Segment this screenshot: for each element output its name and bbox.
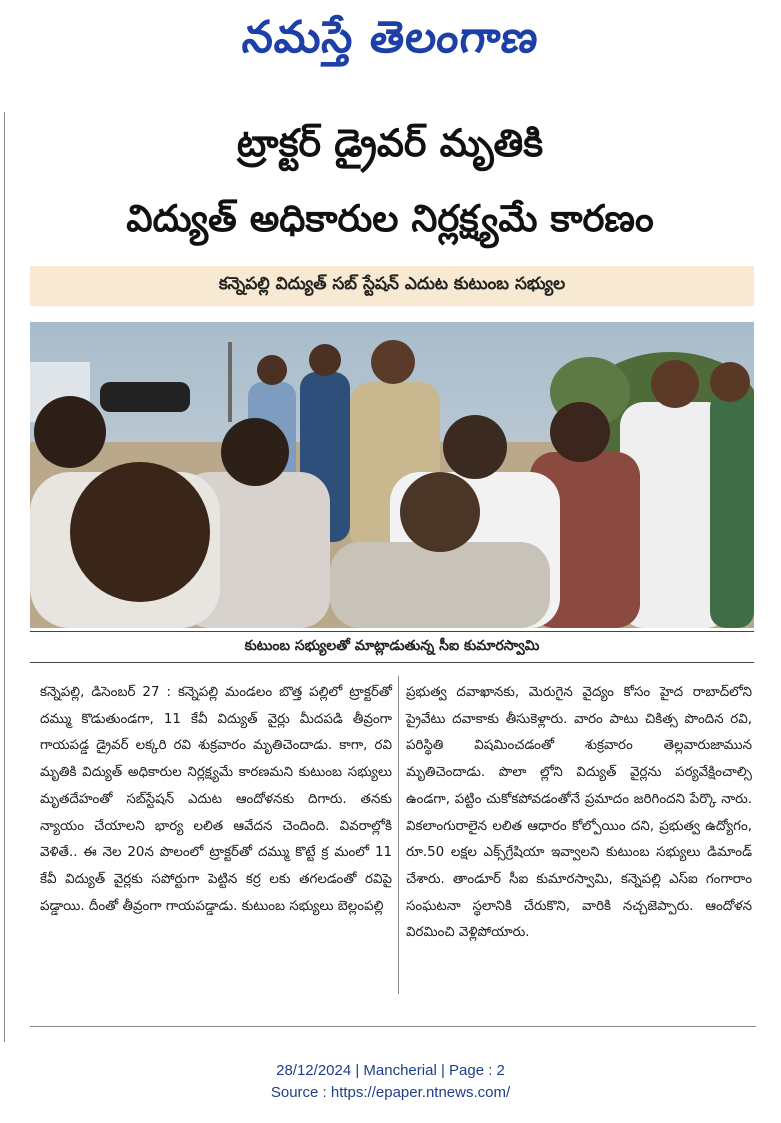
subheadline: కన్నెపల్లి విద్యుత్ సబ్ స్టేషన్ ఎదుట కుటుంబ సభ్యుల (30, 266, 754, 306)
masthead (0, 8, 781, 78)
newspaper-title: నమస్తే తెలంగాణ (240, 12, 542, 63)
news-photo (30, 322, 754, 628)
left-margin-rule (4, 112, 5, 1042)
article-column-2 (406, 680, 752, 947)
footer-date-edition: 28/12/2024 | Mancherial | Page : 2 (276, 1062, 505, 1079)
headline-line-1: ట్రాక్టర్ డ్రైవర్ మృతికి (236, 121, 544, 165)
column-divider (398, 676, 399, 994)
article-column-1 (40, 680, 392, 920)
bottom-rule (30, 1026, 756, 1027)
article-column-1-text: కన్నెపల్లి, డిసెంబర్ 27 : కన్నెపల్లి మండలం బొత్త పల్లిలో ట్రాక్టర్‌తో దమ్ము కొడుతుండగా, 11 కేవీ విద్యుత్ వైర్లు మీదపడి తీవ్రంగా గాయపడ్డ డ్రైవర్ లక్కరి రవి శుక్రవారం మృతిచెందాడు. కాగా, రవి మృతికి విద్యుత్ అధికారుల నిర్లక్ష్యమే కారణమని కుటుంబ సభ్యులు మృతదేహంతో సబ్‌స్టేషన్ ఎదుట ఆందోళనకు దిగారు. తనకు న్యాయం చేయాలని భార్య లలిత ఆవేదన చెందింది. వివరాల్లోకి వెళితే.. ఈ నెల 20న పొలంలో ట్రాక్టర్‌తో దమ్ము కొట్టే క్ర మంలో 11 కేవీ విద్యుత్ వైర్లకు సపోర్టుగా పెట్టిన కర్ర లకు తగలడంతో రవిపై పడ్డాయి. దీంతో తీవ్రంగా గాయపడ్డాడు. కుటుంబ సభ్యులు బెల్లంపల్లి (40, 685, 392, 914)
headline-line-2: విద్యుత్ అధికారుల నిర్లక్ష్యమే కారణం (126, 197, 654, 240)
article-column-2-text: ప్రభుత్వ దవాఖానకు, మెరుగైన వైద్యం కోసం హైద రాబాద్‌లోని ప్రైవేటు దవాకాకు తీసుకెళ్లారు. వారం పాటు చికిత్స పొందిన రవి, పరిస్థితి విషమించడంతో శుక్రవారం తెల్లవారుజామున మృతిచెందాడు. పొలా ల్లోని విద్యుత్ వైర్లను పర్యవేక్షించాల్సి ఉండగా, పట్టిం చుకోకపోవడంతోనే ప్రమాదం జరిగిందని పేర్కొ నారు. వికలాంగురాలైన లలిత ఆధారం కోల్పోయిం దని, ప్రభుత్వ ఉద్యోగం, రూ.50 లక్షల ఎక్స్‌గ్రేషియా ఇవ్వాలని కుటుంబ సభ్యులు డిమాండ్ చేశారు. తాండూర్ సీఐ కుమారస్వామి, కన్నెపల్లి ఎస్ఐ గంగారాం సంఘటనా స్థలానికి చేరుకొని, వారికి నచ్చజెప్పారు. ఆందోళన విరమించి వెళ్లిపోయారు. (406, 685, 752, 941)
news-photo-illustration (30, 322, 754, 628)
photo-caption: కుటుంబ సభ్యులతో మాట్లాడుతున్న సీఐ కుమారస్వామి (30, 631, 754, 663)
footer-source: Source : https://epaper.ntnews.com/ (270, 1084, 511, 1101)
